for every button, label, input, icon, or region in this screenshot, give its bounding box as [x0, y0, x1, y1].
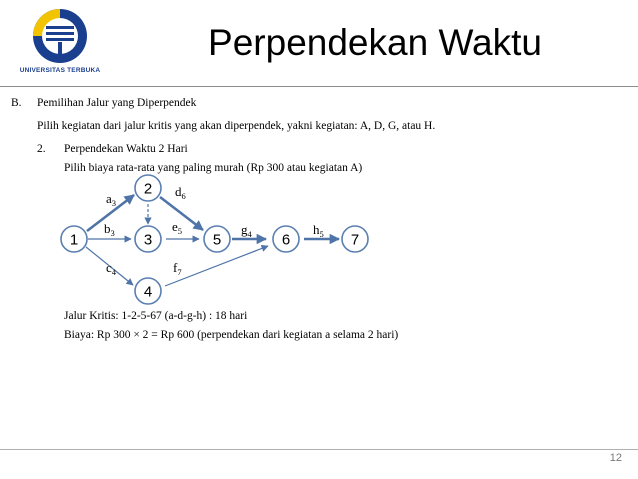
cost-text: Biaya: Rp 300 × 2 = Rp 600 (perpendekan dari kegiatan a selama 2 hari)	[64, 329, 399, 341]
edge-sub: 3	[111, 198, 117, 208]
node-2	[135, 175, 161, 201]
edge-label-e	[172, 219, 182, 236]
footer-divider	[0, 449, 638, 450]
edge-sub: 3	[110, 228, 115, 238]
section-heading-line	[11, 97, 196, 109]
logo-text: UNIVERSITAS TERBUKA	[19, 67, 101, 74]
edge-sub: 4	[111, 267, 117, 277]
node-label: 2	[143, 180, 153, 198]
title-divider	[0, 86, 638, 87]
edge-sub: 6	[181, 191, 186, 201]
node-label: 1	[69, 231, 79, 249]
network-diagram	[0, 170, 638, 305]
edge-sub: 4	[247, 229, 252, 239]
edge-label-c	[106, 260, 117, 277]
edge-letter: c	[106, 260, 112, 275]
edge-letter: h	[313, 222, 320, 237]
section-marker: B.	[11, 97, 22, 109]
node-5	[204, 226, 230, 252]
node-1	[61, 226, 87, 252]
edge-sub: 5	[177, 226, 183, 236]
item-heading-line	[37, 143, 188, 155]
edge-sub: 7	[177, 267, 182, 277]
edge-letter: b	[104, 221, 111, 236]
slide-title: Perpendekan Waktu	[208, 22, 542, 63]
intro-text: Pilih kegiatan dari jalur kritis yang akan diperpendek, yakni kegiatan: A, D, G, atau H.	[37, 120, 436, 132]
edge-letter: g	[241, 222, 248, 237]
node-label: 5	[212, 231, 222, 249]
edge-sub: 5	[319, 229, 324, 239]
node-label: 4	[143, 283, 153, 301]
node-3	[135, 226, 161, 252]
edge-letter: d	[175, 184, 182, 199]
edge-letter: e	[172, 219, 178, 234]
page-number: 12	[609, 452, 622, 464]
edge-letter: f	[173, 260, 178, 275]
edge-label-a	[106, 191, 116, 208]
item-marker: 2.	[37, 143, 46, 155]
edge-label-g	[241, 222, 253, 239]
item-text: Pilih biaya rata-rata yang paling murah (Rp 300 atau kegiatan A)	[64, 162, 363, 174]
node-6	[273, 226, 299, 252]
node-4	[135, 278, 161, 304]
edge-letter: a	[106, 191, 112, 206]
node-label: 3	[143, 231, 153, 249]
node-7	[342, 226, 368, 252]
edge-label-f	[173, 260, 182, 277]
critical-path-text: Jalur Kritis: 1-2-5-67 (a-d-g-h) : 18 hari	[64, 310, 248, 322]
section-heading: Pemilihan Jalur yang Diperpendek	[37, 97, 197, 109]
node-label: 6	[281, 231, 291, 249]
item-heading: Perpendekan Waktu 2 Hari	[64, 143, 188, 155]
edge-label-h	[313, 222, 324, 239]
edge-label-d	[175, 184, 186, 201]
node-label: 7	[350, 231, 360, 249]
edge-label-b	[104, 221, 115, 238]
